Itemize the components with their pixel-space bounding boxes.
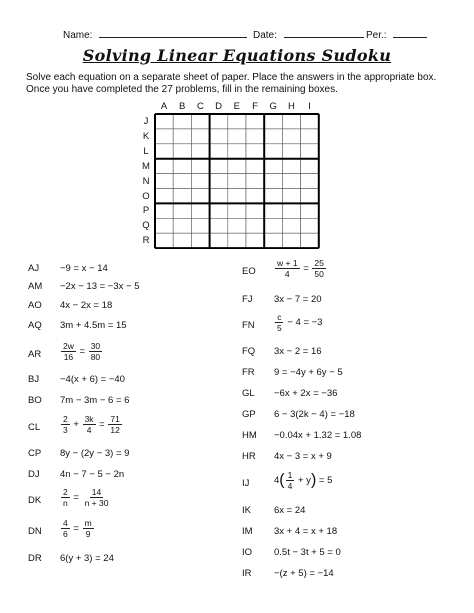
fraction bbox=[83, 487, 111, 508]
grid-cell-BQ[interactable] bbox=[173, 218, 191, 233]
problem-equation: 9 = −4y + 6y − 5 bbox=[274, 367, 343, 378]
grid-cell-CO[interactable] bbox=[191, 189, 209, 204]
problem-equation bbox=[274, 312, 323, 333]
fraction-numerator: 1 bbox=[287, 470, 293, 480]
grid-cell-BP[interactable] bbox=[173, 203, 191, 218]
fraction bbox=[61, 518, 70, 539]
grid-cell-EK[interactable] bbox=[228, 129, 246, 144]
grid-cell-CM[interactable] bbox=[191, 159, 209, 174]
date-field[interactable] bbox=[253, 27, 364, 41]
fraction bbox=[61, 414, 70, 435]
problem-equation: −(z + 5) = −14 bbox=[274, 568, 334, 579]
fraction bbox=[286, 470, 295, 491]
problem-label: AJ bbox=[28, 263, 40, 274]
grid-cell-DM[interactable] bbox=[210, 159, 228, 174]
fraction-numerator: 2w bbox=[63, 341, 74, 351]
fraction bbox=[108, 414, 121, 435]
grid-cell-BR[interactable] bbox=[173, 233, 191, 248]
problem-equation: 4x − 2x = 18 bbox=[60, 300, 113, 311]
equation-text: = bbox=[76, 346, 88, 358]
grid-cell-AN[interactable] bbox=[155, 174, 173, 189]
fraction bbox=[83, 518, 94, 539]
equation-text: = 5 bbox=[316, 475, 333, 487]
problem-equation: 3x − 7 = 20 bbox=[274, 294, 322, 305]
fraction bbox=[83, 414, 96, 435]
fraction-denominator: 50 bbox=[314, 269, 324, 279]
grid-cell-FQ[interactable] bbox=[246, 218, 264, 233]
problem-label: AR bbox=[28, 349, 42, 360]
fraction-numerator: 14 bbox=[91, 487, 102, 497]
problem-label: HM bbox=[242, 430, 257, 441]
grid-cell-GQ[interactable] bbox=[264, 218, 282, 233]
column-header-I: I bbox=[308, 101, 311, 112]
problem-equation: −9 = x − 14 bbox=[60, 263, 108, 274]
problem-equation: 0.5t − 3t + 5 = 0 bbox=[274, 547, 341, 558]
problem-label: CP bbox=[28, 448, 42, 459]
fraction-numerator: w + 1 bbox=[277, 258, 298, 268]
equation-text: 4 bbox=[274, 475, 280, 487]
grid-cell-AP[interactable] bbox=[155, 203, 173, 218]
problem-label: BO bbox=[28, 395, 42, 406]
column-header-C: C bbox=[196, 101, 204, 112]
grid-cell-GK[interactable] bbox=[264, 129, 282, 144]
grid-cell-FM[interactable] bbox=[246, 159, 264, 174]
grid-cell-BL[interactable] bbox=[173, 144, 191, 159]
grid-cell-ER[interactable] bbox=[228, 233, 246, 248]
grid-cell-HP[interactable] bbox=[282, 203, 300, 218]
problem-label: DK bbox=[28, 495, 42, 506]
sudoku-grid[interactable] bbox=[154, 113, 320, 249]
problem-equation bbox=[274, 258, 327, 279]
row-header-R: R bbox=[142, 235, 150, 247]
grid-cell-DL[interactable] bbox=[210, 144, 228, 159]
grid-cell-FJ[interactable] bbox=[246, 114, 264, 129]
grid-cell-FN[interactable] bbox=[246, 174, 264, 189]
fraction bbox=[275, 258, 300, 279]
grid-cell-DK[interactable] bbox=[210, 129, 228, 144]
fraction-denominator: n bbox=[63, 498, 68, 508]
problem-equation: 8y − (2y − 3) = 9 bbox=[60, 448, 130, 459]
problem-label: FN bbox=[242, 320, 255, 331]
name-label: Name: bbox=[63, 30, 93, 41]
fraction-denominator: 6 bbox=[63, 529, 68, 539]
problem-equation: 3x − 2 = 16 bbox=[274, 346, 322, 357]
problem-equation: −6x + 2x = −36 bbox=[274, 388, 338, 399]
grid-cell-EQ[interactable] bbox=[228, 218, 246, 233]
problem-label: IJ bbox=[242, 478, 250, 489]
grid-cell-HL[interactable] bbox=[282, 144, 300, 159]
grid-cell-EN[interactable] bbox=[228, 174, 246, 189]
grid-cell-CK[interactable] bbox=[191, 129, 209, 144]
grid-cell-DO[interactable] bbox=[210, 189, 228, 204]
problem-label: AO bbox=[28, 300, 42, 311]
column-header-B: B bbox=[179, 101, 186, 112]
fraction-numerator: 30 bbox=[90, 341, 101, 351]
grid-cell-BK[interactable] bbox=[173, 129, 191, 144]
problem-equation bbox=[60, 487, 111, 508]
problem-label: IO bbox=[242, 547, 253, 558]
fraction-numerator: 3k bbox=[84, 414, 94, 424]
fraction bbox=[89, 341, 102, 362]
problem-label: EO bbox=[242, 266, 256, 277]
grid-cell-DN[interactable] bbox=[210, 174, 228, 189]
problem-label: CL bbox=[28, 422, 41, 433]
grid-cell-GP[interactable] bbox=[264, 203, 282, 218]
problem-equation: −4(x + 6) = −40 bbox=[60, 374, 125, 385]
problem-equation: 4x − 3 = x + 9 bbox=[274, 451, 332, 462]
equation-text: = bbox=[70, 492, 82, 504]
grid-cell-CR[interactable] bbox=[191, 233, 209, 248]
problem-equation bbox=[60, 518, 95, 539]
name-field[interactable] bbox=[63, 27, 247, 41]
name-line[interactable] bbox=[99, 27, 247, 38]
problem-label: IM bbox=[242, 526, 253, 537]
row-header-J: J bbox=[143, 116, 149, 127]
grid-cell-HR[interactable] bbox=[282, 233, 300, 248]
problem-label: IK bbox=[242, 505, 251, 516]
problem-label: GL bbox=[242, 388, 255, 399]
problem-label: GP bbox=[242, 409, 256, 420]
problem-equation: 3m + 4.5m = 15 bbox=[60, 320, 127, 331]
problem-label: BJ bbox=[28, 374, 40, 385]
column-header-E: E bbox=[233, 101, 240, 112]
period-line[interactable] bbox=[393, 27, 427, 38]
grid-cell-AK[interactable] bbox=[155, 129, 173, 144]
column-header-H: H bbox=[287, 101, 295, 112]
grid-cell-HK[interactable] bbox=[282, 129, 300, 144]
fraction bbox=[61, 341, 76, 362]
grid-cell-EO[interactable] bbox=[228, 189, 246, 204]
date-line[interactable] bbox=[284, 27, 364, 38]
equation-text: + y bbox=[295, 475, 311, 487]
grid-cell-CN[interactable] bbox=[191, 174, 209, 189]
grid-cell-IQ[interactable] bbox=[301, 218, 319, 233]
problem-label: AQ bbox=[28, 320, 42, 331]
fraction-numerator: 2 bbox=[63, 414, 68, 424]
fraction-numerator: m bbox=[84, 518, 92, 528]
fraction-denominator: 12 bbox=[110, 425, 120, 435]
grid-cell-BO[interactable] bbox=[173, 189, 191, 204]
problem-label: FJ bbox=[242, 294, 253, 305]
fraction-denominator: 4 bbox=[284, 269, 290, 279]
equation-text: = bbox=[70, 523, 82, 535]
row-header-M: M bbox=[142, 160, 150, 172]
fraction-denominator: 16 bbox=[63, 352, 74, 362]
column-header-G: G bbox=[269, 101, 277, 112]
column-header-A: A bbox=[160, 101, 168, 112]
row-header-K: K bbox=[142, 130, 150, 142]
grid-cell-FP[interactable] bbox=[246, 203, 264, 218]
grid-cell-FK[interactable] bbox=[246, 129, 264, 144]
problem-equation: 7m − 3m − 6 = 6 bbox=[60, 395, 130, 406]
equation-text: − 4 = −3 bbox=[284, 317, 323, 329]
problem-equation: 3x + 4 = x + 18 bbox=[274, 526, 338, 537]
problem-equation: −0.04x + 1.32 = 1.08 bbox=[274, 430, 362, 441]
fraction-numerator: 25 bbox=[314, 258, 324, 268]
fraction-numerator: 4 bbox=[63, 518, 68, 528]
grid-cell-GR[interactable] bbox=[264, 233, 282, 248]
problem-equation bbox=[274, 470, 332, 491]
grid-cell-EJ[interactable] bbox=[228, 114, 246, 129]
grid-cell-CP[interactable] bbox=[191, 203, 209, 218]
problem-label: FQ bbox=[242, 346, 256, 357]
grid-cell-GO[interactable] bbox=[264, 189, 282, 204]
period-label: Per.: bbox=[366, 30, 387, 41]
grid-cell-GJ[interactable] bbox=[264, 114, 282, 129]
fraction bbox=[312, 258, 325, 279]
equation-text: + bbox=[70, 419, 82, 431]
grid-cell-HJ[interactable] bbox=[282, 114, 300, 129]
problem-equation bbox=[60, 341, 103, 362]
grid-cell-FO[interactable] bbox=[246, 189, 264, 204]
problem-label: DJ bbox=[28, 469, 40, 480]
grid-cell-AO[interactable] bbox=[155, 189, 173, 204]
grid-cell-BN[interactable] bbox=[173, 174, 191, 189]
equation-text: = bbox=[96, 419, 108, 431]
date-label: Date: bbox=[253, 30, 277, 41]
problem-equation: 4n − 7 − 5 − 2n bbox=[60, 469, 125, 480]
fraction-denominator: 4 bbox=[287, 481, 293, 491]
grid-cell-FL[interactable] bbox=[246, 144, 264, 159]
grid-cell-GL[interactable] bbox=[264, 144, 282, 159]
grid-cell-AQ[interactable] bbox=[155, 218, 173, 233]
problem-equation: 6(y + 3) = 24 bbox=[60, 553, 114, 564]
grid-cell-IR[interactable] bbox=[301, 233, 319, 248]
grid-cell-EM[interactable] bbox=[228, 159, 246, 174]
fraction-denominator: 3 bbox=[63, 425, 68, 435]
grid-cell-CL[interactable] bbox=[191, 144, 209, 159]
grid-cell-GN[interactable] bbox=[264, 174, 282, 189]
grid-cell-IK[interactable] bbox=[301, 129, 319, 144]
grid-cell-HN[interactable] bbox=[282, 174, 300, 189]
row-header-P: P bbox=[142, 205, 150, 217]
fraction-denominator: n + 30 bbox=[84, 498, 109, 508]
problem-label: HR bbox=[242, 451, 256, 462]
equation-text: ) bbox=[310, 471, 317, 489]
problem-equation bbox=[60, 414, 123, 435]
row-header-N: N bbox=[142, 175, 150, 187]
fraction-numerator: c bbox=[277, 312, 282, 322]
fraction bbox=[275, 312, 284, 333]
grid-cell-DQ[interactable] bbox=[210, 218, 228, 233]
grid-cell-AR[interactable] bbox=[155, 233, 173, 248]
problem-label: DN bbox=[28, 526, 42, 537]
fraction-denominator: 9 bbox=[85, 529, 91, 539]
problem-label: DR bbox=[28, 553, 42, 564]
column-header-F: F bbox=[252, 101, 258, 112]
column-header-D: D bbox=[215, 101, 223, 112]
fraction-denominator: 80 bbox=[90, 352, 101, 362]
grid-cell-IL[interactable] bbox=[301, 144, 319, 159]
grid-cell-DR[interactable] bbox=[210, 233, 228, 248]
problem-equation: 6x = 24 bbox=[274, 505, 306, 516]
grid-cell-IO[interactable] bbox=[301, 189, 319, 204]
grid-cell-HO[interactable] bbox=[282, 189, 300, 204]
grid-cell-IM[interactable] bbox=[301, 159, 319, 174]
page-title: Solving Linear Equations Sudoku bbox=[82, 46, 392, 65]
grid-cell-BM[interactable] bbox=[173, 159, 191, 174]
grid-cell-BJ[interactable] bbox=[173, 114, 191, 129]
fraction bbox=[61, 487, 70, 508]
problem-label: FR bbox=[242, 367, 255, 378]
problem-label: IR bbox=[242, 568, 252, 579]
grid-cell-DJ[interactable] bbox=[210, 114, 228, 129]
problem-equation: 6 − 3(2k − 4) = −18 bbox=[274, 409, 355, 420]
grid-cell-IJ[interactable] bbox=[301, 114, 319, 129]
grid-cell-IP[interactable] bbox=[301, 203, 319, 218]
fraction-denominator: 5 bbox=[277, 323, 282, 333]
fraction-denominator: 4 bbox=[86, 425, 92, 435]
grid-cell-AJ[interactable] bbox=[155, 114, 173, 129]
grid-cell-CQ[interactable] bbox=[191, 218, 209, 233]
grid-cell-FR[interactable] bbox=[246, 233, 264, 248]
grid-cell-IN[interactable] bbox=[301, 174, 319, 189]
equation-text: ( bbox=[279, 471, 285, 489]
problem-label: AM bbox=[28, 281, 43, 292]
fraction-numerator: 71 bbox=[110, 414, 120, 424]
row-header-Q: Q bbox=[142, 220, 150, 232]
period-field[interactable] bbox=[366, 27, 427, 41]
grid-cell-DP[interactable] bbox=[210, 203, 228, 218]
grid-cell-HQ[interactable] bbox=[282, 218, 300, 233]
grid-cell-AM[interactable] bbox=[155, 159, 173, 174]
fraction-numerator: 2 bbox=[63, 487, 68, 497]
equation-text: = bbox=[300, 263, 312, 275]
grid-cell-EP[interactable] bbox=[228, 203, 246, 218]
instructions: Solve each equation on a separate sheet of paper. Place the answers in the appropriate box. Once you have completed the 27 problems, fill in the remaining boxes. bbox=[26, 72, 437, 95]
grid-cell-GM[interactable] bbox=[264, 159, 282, 174]
grid-cell-EL[interactable] bbox=[228, 144, 246, 159]
problem-equation: −2x − 13 = −3x − 5 bbox=[60, 281, 140, 292]
row-header-O: O bbox=[142, 190, 150, 202]
grid-cell-HM[interactable] bbox=[282, 159, 300, 174]
row-header-L: L bbox=[143, 145, 149, 157]
grid-cell-AL[interactable] bbox=[155, 144, 173, 159]
grid-cell-CJ[interactable] bbox=[191, 114, 209, 129]
